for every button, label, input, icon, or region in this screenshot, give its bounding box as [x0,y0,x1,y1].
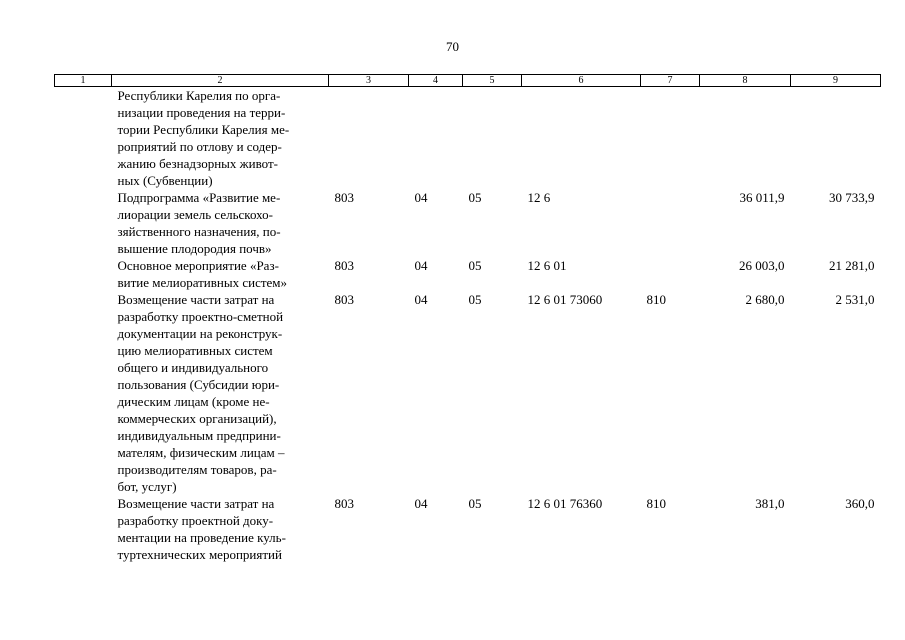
cell-amount-year-1: 36 011,9 [739,190,785,205]
cell-amount-year-1: 2 680,0 [745,292,785,307]
cell-amount-year-2: 30 733,9 [829,190,875,205]
header-row [55,75,881,87]
description-line: роприятий по отлову и содер- [117,139,282,154]
description-line: общего и индивидуального [117,360,269,375]
description-line: Возмещение части затрат на [117,496,275,511]
table-row [55,87,881,190]
description-line: низации проведения на терри- [117,105,286,120]
description-line: Подпрограмма «Развитие ме- [117,190,281,205]
cell-expense-type [641,189,700,257]
header-cell-2: 2 [112,75,329,87]
cell-col-1 [55,189,112,257]
description-line: пользования (Субсидии юри- [117,377,280,392]
description-line: разработку проектной доку- [117,513,274,528]
description-line: вышение плодородия почв» [117,241,272,256]
cell-expense-type [641,257,700,291]
header-cell-5: 5 [463,75,522,87]
cell-target-article: 12 6 01 [527,258,567,273]
cell-amount-year-2: 21 281,0 [829,258,875,273]
table-row [55,189,881,257]
cell-amount-year-1 [700,87,791,190]
budget-table [54,74,881,563]
description-line: документации на реконструк- [117,326,283,341]
cell-amount-year-2: 2 531,0 [835,292,875,307]
cell-target-article: 12 6 [527,190,551,205]
header-cell-1: 1 [55,75,112,87]
description-line: производителям товаров, ра- [117,462,277,477]
cell-admin-code: 803 [334,190,354,205]
cell-subsection: 05 [468,258,482,273]
cell-description [112,495,329,563]
header-cell-4: 4 [409,75,463,87]
cell-admin-code: 803 [334,292,354,307]
cell-admin-code: 803 [334,496,354,511]
cell-subsection: 05 [468,190,482,205]
header-cell-7: 7 [641,75,700,87]
cell-description [112,257,329,291]
table-row [55,291,881,495]
cell-section: 04 [414,292,428,307]
cell-section: 04 [414,496,428,511]
description-line: зяйственного назначения, по- [117,224,281,239]
cell-expense-type [641,87,700,190]
description-line: жанию безнадзорных живот- [117,156,278,171]
description-line: мателям, физическим лицам – [117,445,285,460]
cell-subsection: 05 [468,496,482,511]
cell-section [409,87,463,190]
table-row [55,495,881,563]
description-line: ных (Субвенции) [117,173,213,188]
description-line: бот, услуг) [117,479,177,494]
cell-expense-type: 810 [646,292,666,307]
description-line: тории Республики Карелия ме- [117,122,290,137]
description-line: разработку проектно-сметной [117,309,284,324]
header-cell-9: 9 [791,75,881,87]
cell-admin-code: 803 [334,258,354,273]
cell-amount-year-2 [791,87,881,190]
description-line: Республики Карелия по орга- [117,88,281,103]
cell-target-article: 12 6 01 76360 [527,496,603,511]
cell-col-1 [55,495,112,563]
cell-amount-year-2: 360,0 [845,496,875,511]
header-cell-8: 8 [700,75,791,87]
description-line: лиорации земель сельскохо- [117,207,273,222]
cell-col-1 [55,257,112,291]
description-line: туртехнических мероприятий [117,547,282,562]
description-line: дическим лицам (кроме не- [117,394,270,409]
table-header [55,75,881,87]
description-line: ментации на проведение куль- [117,530,286,545]
cell-amount-year-1: 26 003,0 [739,258,785,273]
cell-expense-type: 810 [646,496,666,511]
cell-description [112,87,329,190]
description-line: Основное мероприятие «Раз- [117,258,279,273]
cell-amount-year-1: 381,0 [755,496,785,511]
cell-target-article: 12 6 01 73060 [527,292,603,307]
table-body [55,87,881,564]
header-cell-3: 3 [329,75,409,87]
cell-subsection [463,87,522,190]
cell-section: 04 [414,190,428,205]
cell-section: 04 [414,258,428,273]
cell-col-1 [55,87,112,190]
table-row [55,257,881,291]
page-number: 70 [446,39,459,54]
header-cell-6: 6 [522,75,641,87]
cell-admin-code [329,87,409,190]
description-line: цию мелиоративных систем [117,343,273,358]
description-line: витие мелиоративных систем» [117,275,288,290]
description-line: Возмещение части затрат на [117,292,275,307]
cell-subsection: 05 [468,292,482,307]
cell-description [112,189,329,257]
cell-description [112,291,329,495]
cell-col-1 [55,291,112,495]
description-line: индивидуальным предприни- [117,428,281,443]
cell-target-article [522,87,641,190]
description-line: коммерческих организаций), [117,411,277,426]
